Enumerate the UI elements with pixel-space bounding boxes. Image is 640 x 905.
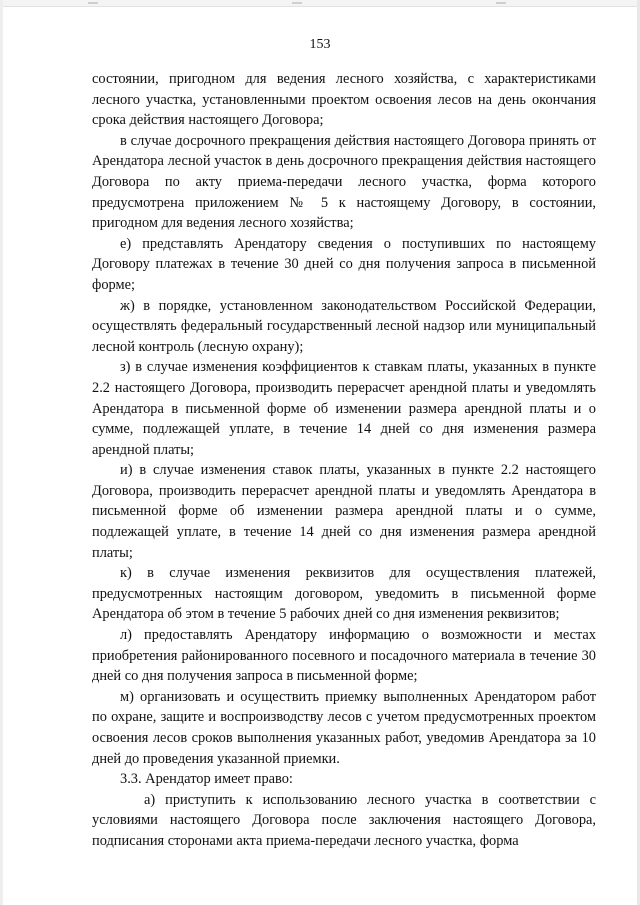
section-heading: 3.3. Арендатор имеет право: xyxy=(120,771,293,788)
paragraph: е) представлять Арендатору сведения о поступивших по настоящему Договору платежах в течение 30 дней со дня получения запроса в письменной форме; xyxy=(92,235,596,293)
paragraph: к) в случае изменения реквизитов для осуществления платежей, предусмотренных настоящим договором, уведомить в письменной форме Арендатора об этом в течение 5 рабочих дней со дня изменения реквизитов; xyxy=(92,565,596,623)
paragraph: а) приступить к использованию лесного участка в соответствии с условиями настоящего Договора после заключения настоящего Договора, подписания сторонами акта приема-передачи лесного участка, форма xyxy=(92,791,596,849)
body-text xyxy=(92,69,596,852)
paragraph: и) в случае изменения ставок платы, указанных в пункте 2.2 настоящего Договора, производить перерасчет арендной платы и уведомлять Арендатора в письменной форме об изменении размера арендной платы и о сумме, подлежащей уплате, в течение 14 дней со дня изменения размера арендной платы; xyxy=(92,462,596,561)
page-number: 153 xyxy=(309,37,331,52)
paragraph: м) организовать и осуществить приемку выполненных Арендатором работ по охране, защите и воспроизводству лесов с учетом предусмотренных проектом освоения лесов сроков выполнения указанных работ, уведомив Арендатора за 10 дней до проведения указанной приемки. xyxy=(92,688,596,767)
scan-mark xyxy=(88,2,98,4)
paragraph: л) предоставлять Арендатору информацию о возможности и местах приобретения районированного посевного и посадочного материала в течение 30 дней со дня получения запроса в письменной форме; xyxy=(92,627,596,685)
scan-mark xyxy=(496,2,506,4)
scan-mark xyxy=(292,2,302,4)
scan-left-edge xyxy=(0,0,3,905)
paragraph: состоянии, пригодном для ведения лесного хозяйства, с характеристиками лесного участка, установленными проектом освоения лесов на день окончания срока действия настоящего Договора; xyxy=(92,71,596,129)
paragraph: ж) в порядке, установленном законодательством Российской Федерации, осуществлять федеральный государственный лесной надзор или муниципальный лесной контроль (лесную охрану); xyxy=(92,297,596,355)
paragraph: з) в случае изменения коэффициентов к ставкам платы, указанных в пункте 2.2 настоящего Договора, производить перерасчет арендной платы и уведомлять Арендатора в письменной форме об изменении размера арендной платы и о сумме, подлежащей уплате, в течение 14 дней со дня изменения размера арендной платы; xyxy=(92,359,596,458)
paragraph: в случае досрочного прекращения действия настоящего Договора принять от Арендатора лесной участок в день досрочного прекращения действия настоящего Договора по акту приема-передачи лесного участка, форма которого предусмотрена приложением № 5 к настоящему Договору, в состоянии, пригодном для ведения лесного хозяйства; xyxy=(92,132,596,232)
